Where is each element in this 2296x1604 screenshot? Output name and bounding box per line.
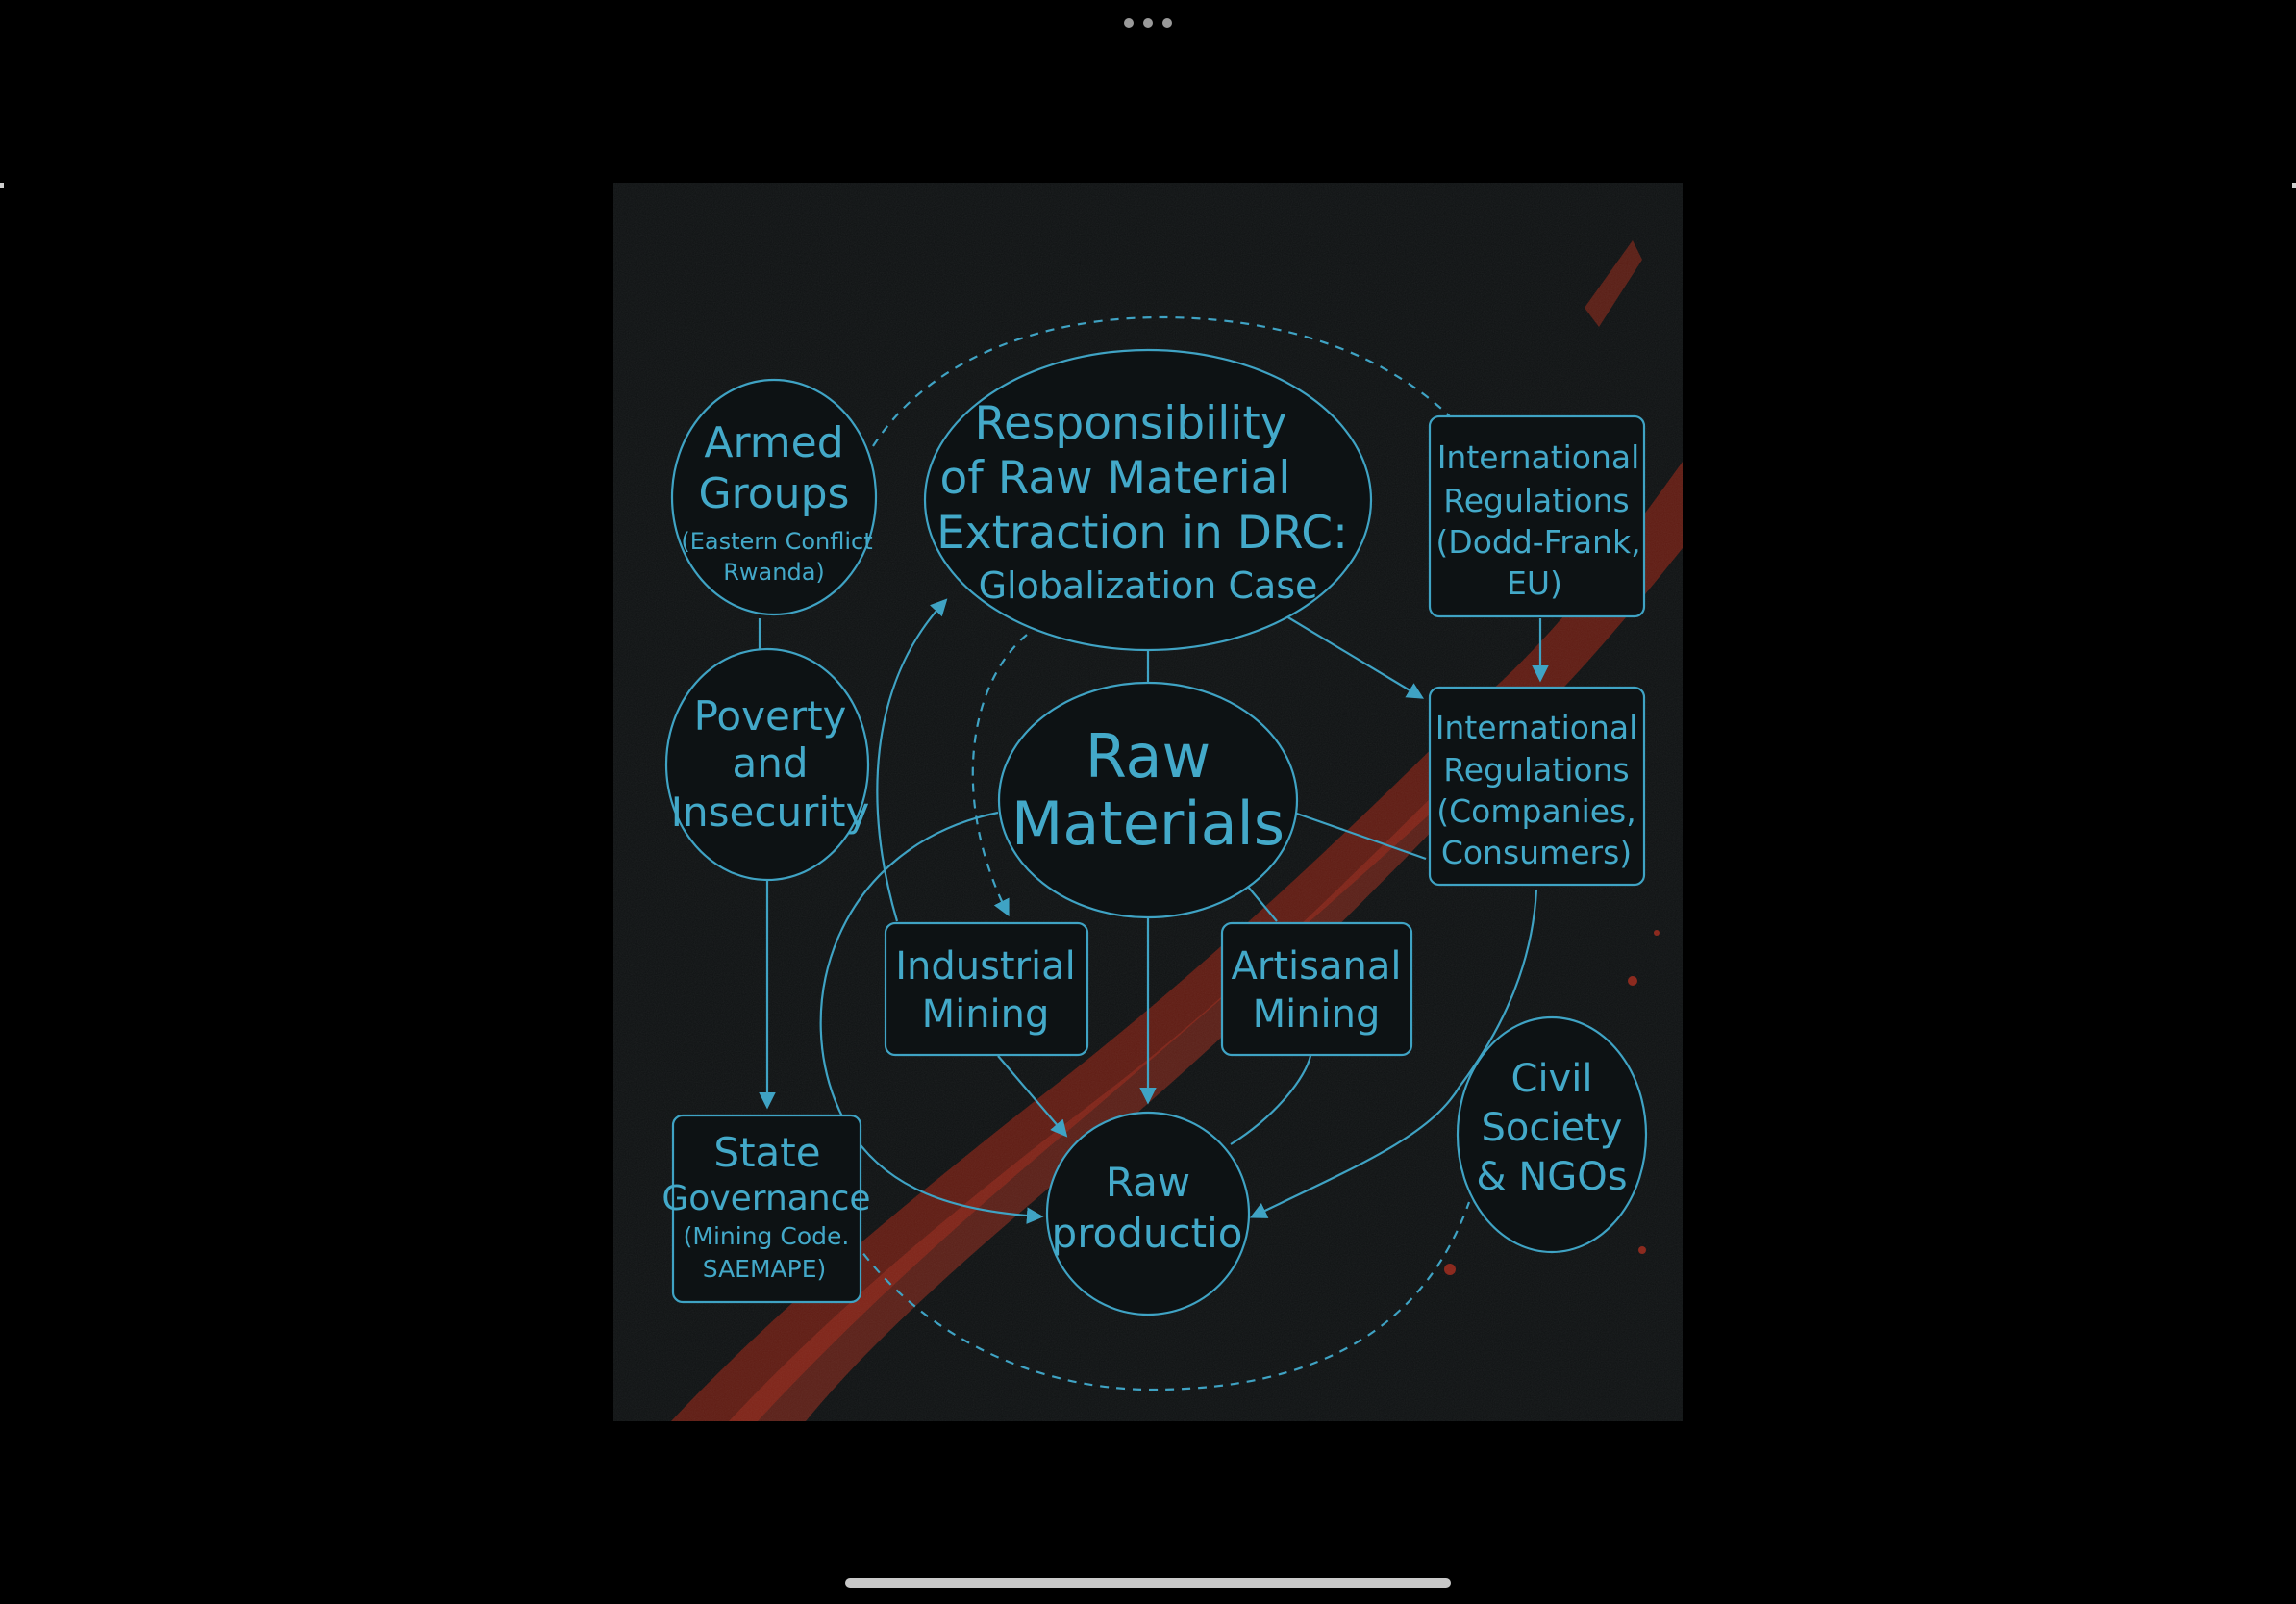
artisanal-line-1: Artisanal bbox=[1231, 944, 1402, 989]
armed-groups-sub-2: Rwanda) bbox=[723, 559, 825, 586]
state-title-2: Governance bbox=[661, 1179, 871, 1218]
civil-line-3: & NGOs bbox=[1476, 1155, 1628, 1199]
home-indicator[interactable] bbox=[845, 1578, 1451, 1588]
poverty-line-3: Insecurity bbox=[670, 789, 870, 836]
node-raw-production bbox=[1047, 1113, 1249, 1315]
title-line-3: Extraction in DRC: bbox=[936, 507, 1348, 560]
poverty-line-1: Poverty bbox=[693, 692, 847, 739]
armed-groups-title-2: Groups bbox=[698, 469, 850, 518]
dodd-line-4: EU) bbox=[1507, 564, 1562, 602]
state-sub-2: SAEMAPE) bbox=[702, 1255, 827, 1283]
more-options-button[interactable] bbox=[1124, 16, 1172, 30]
civil-line-1: Civil bbox=[1510, 1057, 1593, 1101]
node-artisanal-mining bbox=[1222, 923, 1411, 1055]
node-armed-groups bbox=[672, 380, 876, 614]
node-intl-regulations-companies bbox=[1430, 688, 1644, 885]
raw-production-line-1: Raw bbox=[1105, 1159, 1191, 1206]
diagram-image[interactable] bbox=[613, 183, 1683, 1421]
companies-line-1: International bbox=[1435, 709, 1638, 746]
dodd-line-1: International bbox=[1436, 439, 1640, 476]
title-line-2: of Raw Material bbox=[939, 452, 1291, 505]
companies-line-4: Consumers) bbox=[1440, 834, 1633, 871]
node-raw-materials bbox=[999, 683, 1297, 917]
title-line-4: Globalization Case bbox=[978, 564, 1318, 607]
dodd-line-2: Regulations bbox=[1443, 482, 1630, 519]
artisanal-line-2: Mining bbox=[1252, 992, 1381, 1037]
raw-materials-line-1: Raw bbox=[1085, 721, 1211, 791]
dodd-line-3: (Dodd-Frank, bbox=[1435, 523, 1641, 561]
node-state-governance bbox=[661, 1115, 870, 1302]
state-title-1: State bbox=[713, 1129, 821, 1176]
raw-production-line-2: productio bbox=[1051, 1210, 1243, 1257]
node-poverty bbox=[666, 649, 869, 880]
state-sub-1: (Mining Code. bbox=[683, 1222, 850, 1250]
armed-groups-sub-1: (Eastern Conflict bbox=[681, 528, 873, 555]
node-industrial-mining bbox=[886, 923, 1087, 1055]
left-edge-mark bbox=[0, 183, 4, 188]
more-horizontal-icon-dot bbox=[1143, 18, 1153, 28]
poverty-line-2: and bbox=[732, 739, 809, 787]
more-horizontal-icon bbox=[1124, 18, 1134, 28]
node-civil-society bbox=[1458, 1017, 1646, 1252]
right-edge-mark bbox=[2292, 183, 2296, 188]
armed-groups-title-1: Armed bbox=[704, 418, 844, 467]
industrial-line-1: Industrial bbox=[895, 944, 1076, 989]
companies-line-3: (Companies, bbox=[1436, 792, 1636, 830]
companies-line-2: Regulations bbox=[1443, 751, 1630, 789]
diagram-nodes bbox=[661, 350, 1646, 1315]
node-intl-regulations-dodd-frank bbox=[1430, 416, 1644, 616]
more-horizontal-icon-dot bbox=[1162, 18, 1172, 28]
diagram-canvas bbox=[613, 183, 1683, 1421]
civil-line-2: Society bbox=[1481, 1106, 1623, 1150]
industrial-line-2: Mining bbox=[921, 992, 1050, 1037]
raw-materials-line-2: Materials bbox=[1011, 789, 1285, 859]
title-line-1: Responsibility bbox=[974, 397, 1287, 450]
node-title bbox=[925, 350, 1371, 650]
